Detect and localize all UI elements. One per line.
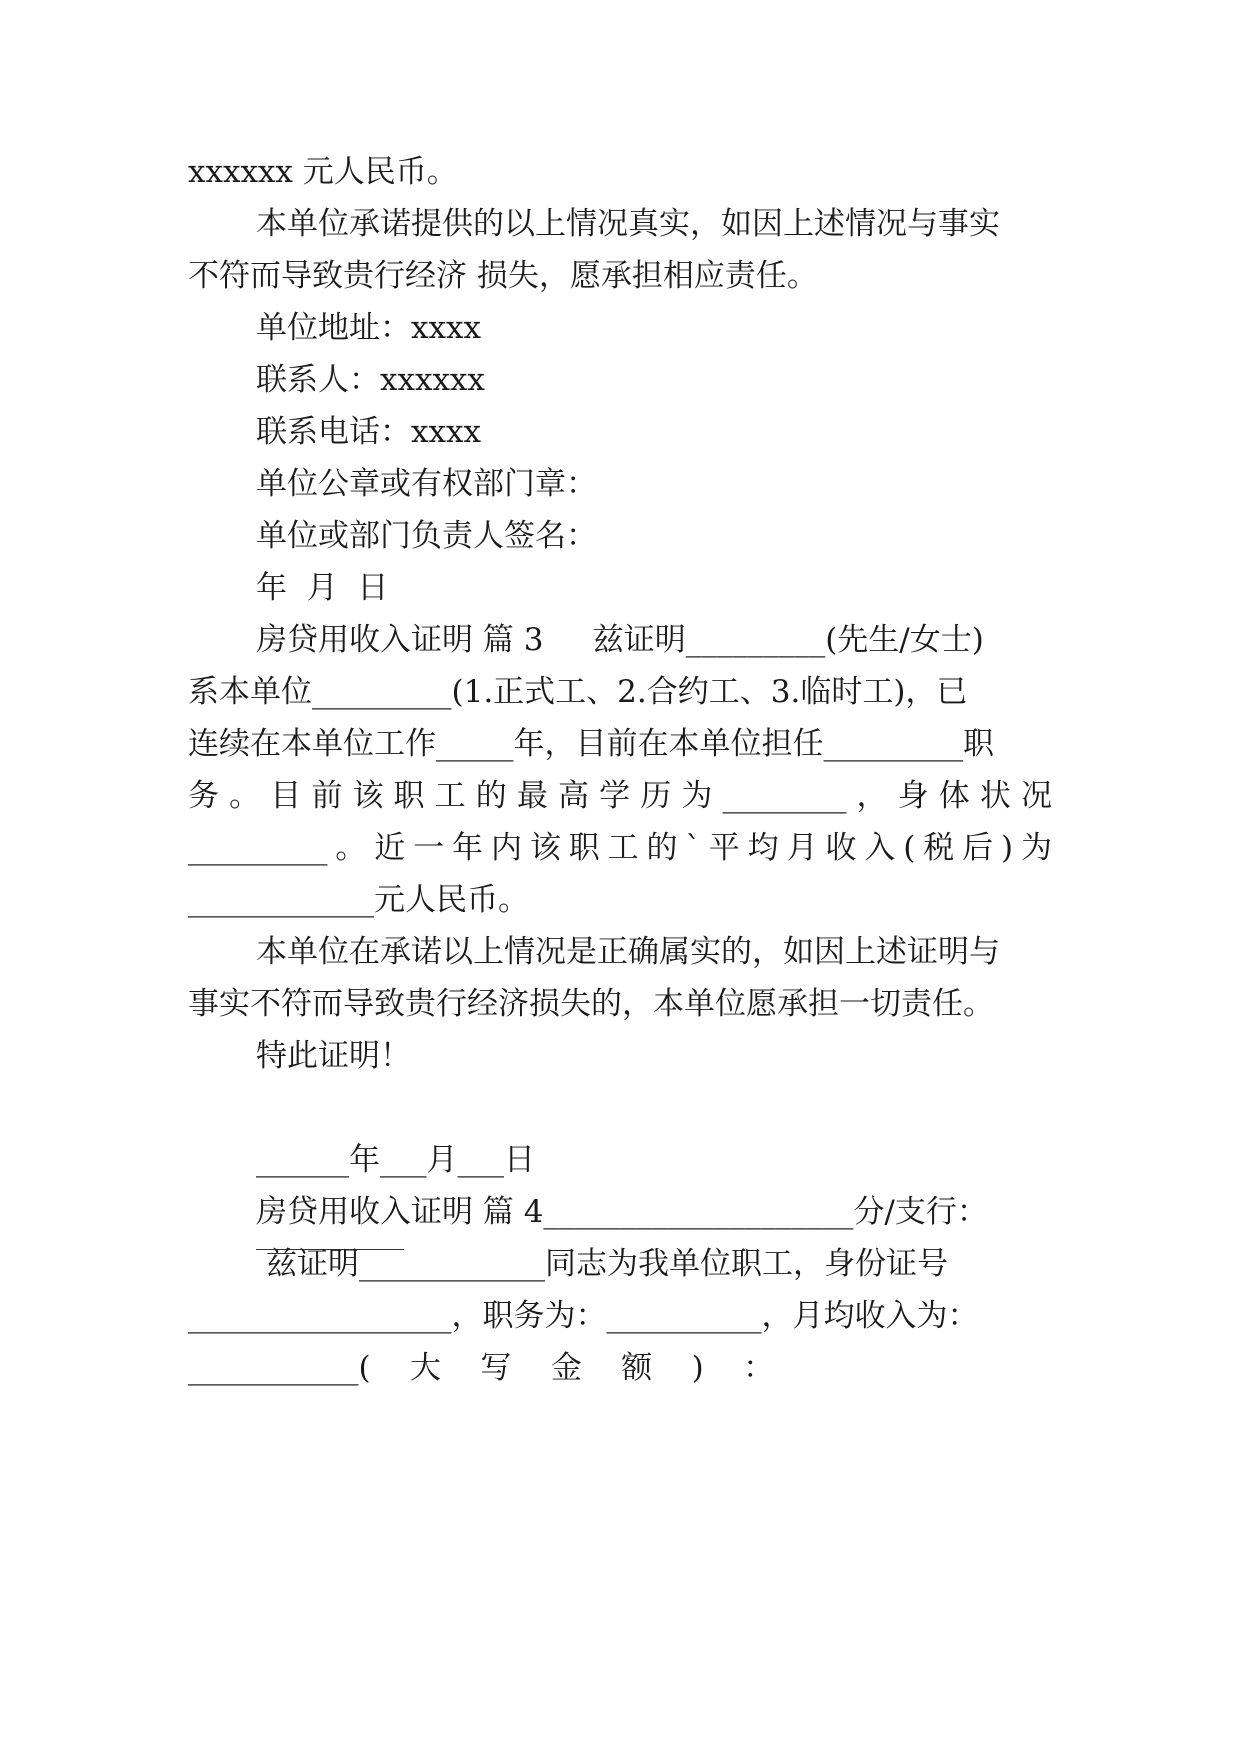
closing-statement: 特此证明！ bbox=[256, 1038, 411, 1074]
section-heading-4: 房贷用收入证明 篇 4____________________分/支行： bbox=[256, 1194, 988, 1230]
signature-label: 单位或部门负责人签名： bbox=[256, 518, 597, 554]
text-line: ____________元人民币。 bbox=[188, 882, 529, 918]
unit-address: 单位地址：xxxx bbox=[256, 310, 481, 346]
text-line: _________________，职务为：__________，月均收入为： bbox=[188, 1298, 979, 1334]
text-line: 事实不符而导致贵行经济损失的，本单位愿承担一切责任。 bbox=[188, 986, 994, 1022]
text-line: 兹证明____________同志为我单位职工，身份证号 bbox=[266, 1246, 948, 1282]
date-line: 年 月 日 bbox=[256, 570, 389, 606]
section-heading-3: 房贷用收入证明 篇 3 兹证明_________(先生/女士) bbox=[256, 622, 984, 658]
text-line: 不符而导致贵行经济 损失，愿承担相应责任。 bbox=[188, 258, 818, 294]
text-line: xxxxxx 元人民币。 bbox=[188, 154, 458, 190]
text-line: 系本单位_________(1.正式工、2.合约工、3.临时工)，已 bbox=[188, 674, 968, 710]
date-line: ______年___月___日 bbox=[256, 1142, 535, 1178]
text-line: 本单位在承诺以上情况是正确属实的，如因上述证明与 bbox=[256, 934, 1000, 970]
text-line: 本单位承诺提供的以上情况真实，如因上述情况与事实 bbox=[256, 206, 1000, 242]
contact-phone: 联系电话：xxxx bbox=[256, 414, 481, 450]
text-line: 务。目前该职工的最高学历为________，身体状况 bbox=[188, 778, 1052, 814]
text-line: _________。近一年内该职工的`平均月收入(税后)为 bbox=[188, 830, 1052, 866]
text-line: ___________( 大 写 金 额 ) ： bbox=[188, 1350, 775, 1386]
contact-person: 联系人：xxxxxx bbox=[256, 362, 485, 398]
text-line: 连续在本单位工作_____年，目前在本单位担任_________职 bbox=[188, 726, 994, 762]
official-seal-label: 单位公章或有权部门章： bbox=[256, 466, 597, 502]
